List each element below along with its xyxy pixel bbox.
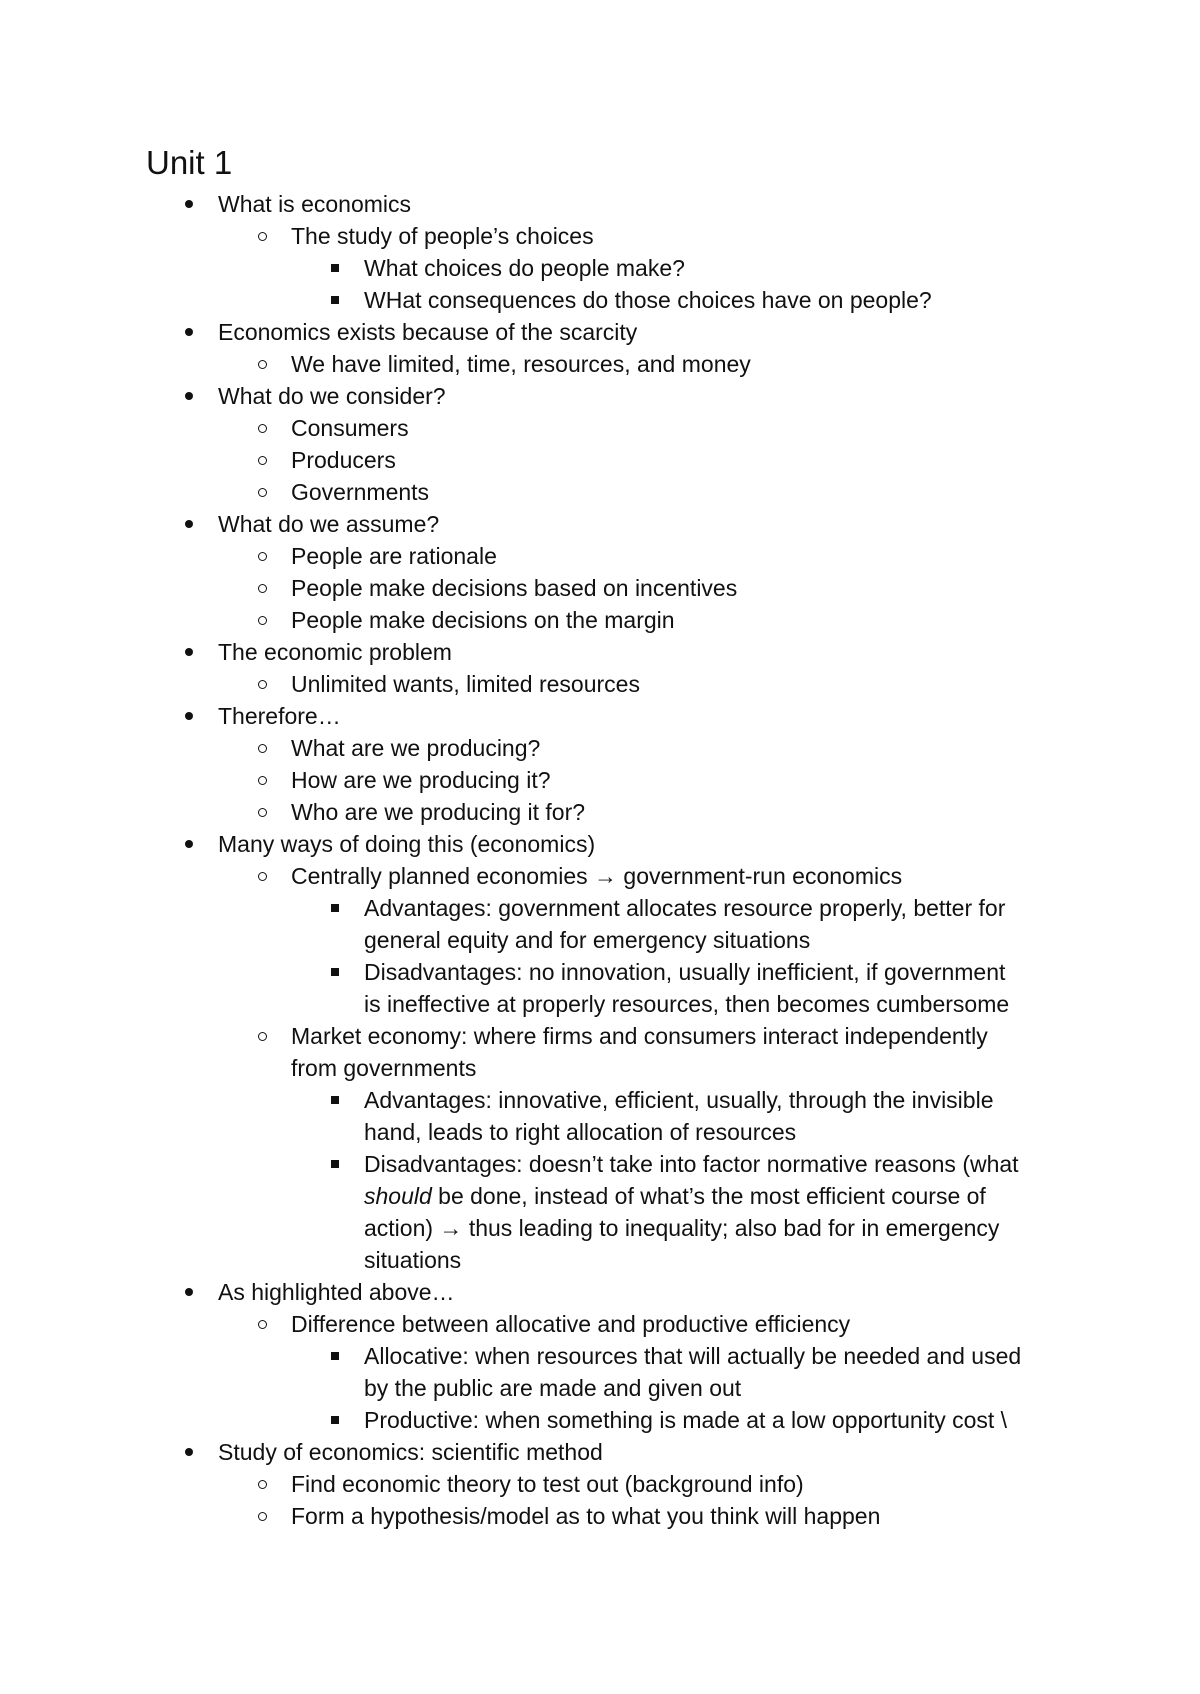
outline-item-level-1 xyxy=(0,380,1200,412)
emphasized-text: should xyxy=(364,1183,432,1209)
outline-item-text: Economics exists because of the scarcity xyxy=(218,319,638,345)
square-bullet-icon xyxy=(323,252,347,284)
outline-item-text: Who are we producing it for? xyxy=(291,799,586,825)
outline-item-level-2 xyxy=(0,1052,1200,1084)
outline-item-text: Advantages: innovative, efficient, usually, through the invisible xyxy=(364,1087,994,1113)
hollow-circle-bullet-icon xyxy=(250,540,274,572)
document-title: Unit 1 xyxy=(146,144,233,181)
hollow-circle-bullet-icon xyxy=(250,444,274,476)
outline-item-text: Unlimited wants, limited resources xyxy=(291,671,640,697)
hollow-circle-bullet-icon xyxy=(250,732,274,764)
outline-item-text: WHat consequences do those choices have on people? xyxy=(364,287,932,313)
hollow-circle-bullet-icon xyxy=(250,348,274,380)
outline-item-text: Producers xyxy=(291,447,396,473)
filled-circle-bullet-icon xyxy=(177,1436,201,1468)
outline-item-level-2 xyxy=(0,1020,1200,1052)
outline-item-text: by the public are made and given out xyxy=(364,1375,742,1401)
outline-item-level-1 xyxy=(0,828,1200,860)
outline-item-text: Centrally planned economies → government-run economics xyxy=(291,863,903,889)
hollow-circle-bullet-icon xyxy=(250,668,274,700)
outline-item-text: from governments xyxy=(291,1055,477,1081)
outline-item-level-3 xyxy=(0,1116,1200,1148)
hollow-circle-bullet-icon xyxy=(250,412,274,444)
outline-item-text: Disadvantages: no innovation, usually inefficient, if government xyxy=(364,959,1006,985)
outline-item-text: Difference between allocative and productive efficiency xyxy=(291,1311,851,1337)
outline-item-text: Form a hypothesis/model as to what you think will happen xyxy=(291,1503,881,1529)
outline-item-level-1 xyxy=(0,1276,1200,1308)
outline-item-level-1 xyxy=(0,316,1200,348)
outline-item-level-2 xyxy=(0,1308,1200,1340)
hollow-circle-bullet-icon xyxy=(250,796,274,828)
outline-item-level-2 xyxy=(0,412,1200,444)
outline-item-text: Find economic theory to test out (background info) xyxy=(291,1471,804,1497)
outline-item-level-3 xyxy=(0,284,1200,316)
hollow-circle-bullet-icon xyxy=(250,1468,274,1500)
outline-item-text: What is economics xyxy=(218,191,412,217)
outline-item-level-2 xyxy=(0,796,1200,828)
outline-item-text: How are we producing it? xyxy=(291,767,551,793)
outline-item-level-2 xyxy=(0,1500,1200,1532)
outline-item-text: People are rationale xyxy=(291,543,497,569)
outline-item-level-3 xyxy=(0,924,1200,956)
outline-item-level-3 xyxy=(0,252,1200,284)
outline-item-level-1 xyxy=(0,508,1200,540)
outline-item-text: hand, leads to right allocation of resources xyxy=(364,1119,797,1145)
outline-item-level-2 xyxy=(0,572,1200,604)
outline-item-level-2 xyxy=(0,1468,1200,1500)
outline-item-text: situations xyxy=(364,1247,462,1273)
outline-item-level-1 xyxy=(0,1436,1200,1468)
outline-item-text: Market economy: where firms and consumers interact independently xyxy=(291,1023,988,1049)
square-bullet-icon xyxy=(323,284,347,316)
square-bullet-icon xyxy=(323,1084,347,1116)
filled-circle-bullet-icon xyxy=(177,316,201,348)
outline-item-level-3 xyxy=(0,988,1200,1020)
filled-circle-bullet-icon xyxy=(177,1276,201,1308)
outline-item-text: Therefore… xyxy=(218,703,341,729)
outline-item-text: Allocative: when resources that will actually be needed and used xyxy=(364,1343,1022,1369)
outline-item-level-3 xyxy=(0,1148,1200,1180)
outline-item-level-3 xyxy=(0,1340,1200,1372)
outline-item-text: The economic problem xyxy=(218,639,452,665)
outline-item-level-3 xyxy=(0,1084,1200,1116)
outline-item-text: is ineffective at properly resources, then becomes cumbersome xyxy=(364,991,1010,1017)
outline-item-level-3 xyxy=(0,1212,1200,1244)
outline-item-level-3 xyxy=(0,1372,1200,1404)
hollow-circle-bullet-icon xyxy=(250,764,274,796)
outline-item-level-2 xyxy=(0,764,1200,796)
outline-item-text: People make decisions on the margin xyxy=(291,607,675,633)
outline-item-level-2 xyxy=(0,604,1200,636)
filled-circle-bullet-icon xyxy=(177,636,201,668)
outline-item-text: Productive: when something is made at a low opportunity cost \ xyxy=(364,1407,1008,1433)
outline-item-text: Disadvantages: doesn’t take into factor normative reasons (what xyxy=(364,1151,1019,1177)
hollow-circle-bullet-icon xyxy=(250,1308,274,1340)
outline-item-text: What choices do people make? xyxy=(364,255,685,281)
outline-item-level-3 xyxy=(0,956,1200,988)
outline-item-text: As highlighted above… xyxy=(218,1279,455,1305)
outline-item-text: What do we consider? xyxy=(218,383,446,409)
filled-circle-bullet-icon xyxy=(177,828,201,860)
square-bullet-icon xyxy=(323,956,347,988)
outline-item-level-1 xyxy=(0,700,1200,732)
outline-item-text: What do we assume? xyxy=(218,511,440,537)
outline-item-level-2 xyxy=(0,348,1200,380)
outline-item-text: Many ways of doing this (economics) xyxy=(218,831,596,857)
outline-item-text: The study of people’s choices xyxy=(291,223,594,249)
hollow-circle-bullet-icon xyxy=(250,476,274,508)
outline-item-text: People make decisions based on incentives xyxy=(291,575,738,601)
outline-item-text: Advantages: government allocates resource properly, better for xyxy=(364,895,1006,921)
outline-item-level-2 xyxy=(0,860,1200,892)
hollow-circle-bullet-icon xyxy=(250,860,274,892)
outline-item-level-3 xyxy=(0,1404,1200,1436)
outline-item-level-3 xyxy=(0,1180,1200,1212)
outline-item-level-2 xyxy=(0,668,1200,700)
outline-item-text: general equity and for emergency situations xyxy=(364,927,811,953)
outline-item-text: What are we producing? xyxy=(291,735,541,761)
outline-item-level-2 xyxy=(0,476,1200,508)
outline-item-level-2 xyxy=(0,444,1200,476)
square-bullet-icon xyxy=(323,1148,347,1180)
outline-list xyxy=(0,188,1200,1532)
square-bullet-icon xyxy=(323,1340,347,1372)
outline-item-level-2 xyxy=(0,220,1200,252)
outline-item-text: Consumers xyxy=(291,415,409,441)
square-bullet-icon xyxy=(323,1404,347,1436)
hollow-circle-bullet-icon xyxy=(250,1020,274,1052)
hollow-circle-bullet-icon xyxy=(250,604,274,636)
outline-item-text: Governments xyxy=(291,479,430,505)
hollow-circle-bullet-icon xyxy=(250,1500,274,1532)
outline-item-level-3 xyxy=(0,892,1200,924)
outline-item-level-2 xyxy=(0,540,1200,572)
filled-circle-bullet-icon xyxy=(177,508,201,540)
filled-circle-bullet-icon xyxy=(177,380,201,412)
outline-item-level-1 xyxy=(0,188,1200,220)
filled-circle-bullet-icon xyxy=(177,700,201,732)
outline-item-text: action) → thus leading to inequality; also bad for in emergency xyxy=(364,1215,1000,1241)
square-bullet-icon xyxy=(323,892,347,924)
hollow-circle-bullet-icon xyxy=(250,572,274,604)
outline-item-text-rest: be done, instead of what’s the most efficient course of xyxy=(431,1183,986,1209)
outline-item-level-1 xyxy=(0,636,1200,668)
hollow-circle-bullet-icon xyxy=(250,220,274,252)
outline-item-text xyxy=(364,1180,986,1212)
outline-item-text: Study of economics: scientific method xyxy=(218,1439,603,1465)
filled-circle-bullet-icon xyxy=(177,188,201,220)
outline-item-level-2 xyxy=(0,732,1200,764)
outline-item-level-3 xyxy=(0,1244,1200,1276)
outline-item-text: We have limited, time, resources, and money xyxy=(291,351,751,377)
